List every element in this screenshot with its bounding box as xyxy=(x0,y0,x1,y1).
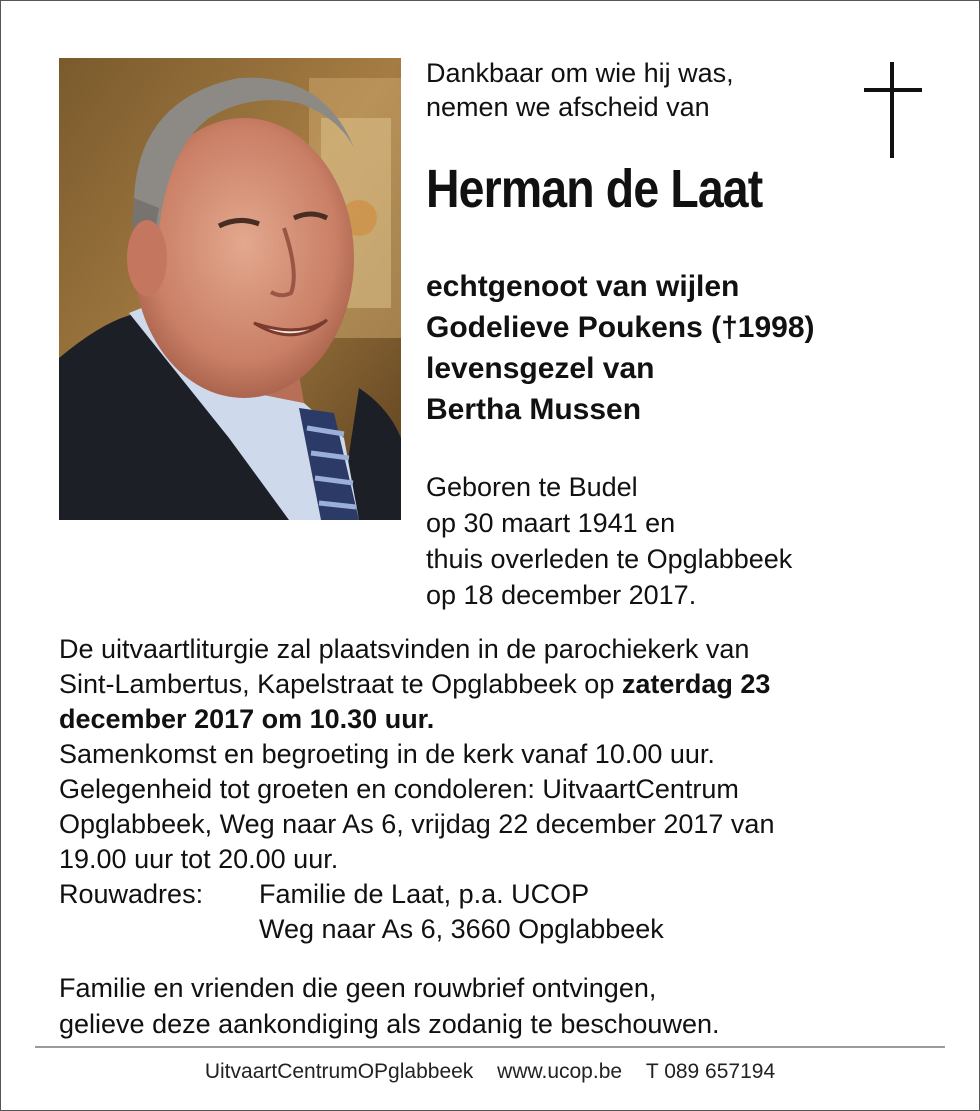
service-line: Gelegenheid tot groeten en condoleren: UitvaartCentrum xyxy=(59,774,739,804)
service-line xyxy=(59,702,939,737)
relation-line: echtgenoot van wijlen xyxy=(426,270,740,303)
portrait-photo xyxy=(59,58,401,520)
intro-line: Dankbaar om wie hij was, xyxy=(426,58,734,88)
birth-line: op 18 december 2017. xyxy=(426,580,697,610)
service-line xyxy=(59,667,939,702)
address-line: Familie de Laat, p.a. UCOP xyxy=(259,879,590,909)
footer-company: UitvaartCentrumOPglabbeek xyxy=(204,1060,474,1083)
footer-website: www.ucop.be xyxy=(497,1060,623,1083)
deceased-name: Herman de Laat xyxy=(426,159,763,219)
footer-phone: T 089 657194 xyxy=(645,1060,776,1083)
relation-line: Godelieve Poukens (†1998) xyxy=(426,311,815,344)
address-label: Rouwadres: xyxy=(59,879,204,909)
birth-line: op 30 maart 1941 en xyxy=(426,508,676,538)
service-line: De uitvaartliturgie zal plaatsvinden in de parochiekerk van xyxy=(59,634,750,664)
closing-line: gelieve deze aankondiging als zodanig te beschouwen. xyxy=(59,1009,720,1039)
service-line-regular: Sint-Lambertus, Kapelstraat te Opglabbeek op xyxy=(59,669,622,699)
service-line: Samenkomst en begroeting in de kerk vanaf 10.00 uur. xyxy=(59,739,715,769)
service-line: 19.00 uur tot 20.00 uur. xyxy=(59,844,339,874)
mourning-address xyxy=(59,877,939,947)
relation-line: Bertha Mussen xyxy=(426,393,642,426)
birth-line: thuis overleden te Opglabbeek xyxy=(426,544,793,574)
birth-death-text xyxy=(426,469,792,613)
relation-line: levensgezel van xyxy=(426,352,655,385)
address-line: Weg naar As 6, 3660 Opglabbeek xyxy=(259,914,664,944)
intro-text xyxy=(426,56,734,124)
closing-line: Familie en vrienden die geen rouwbrief ontvingen, xyxy=(59,973,657,1003)
relations-text xyxy=(426,266,815,430)
service-date-bold: zaterdag 23 xyxy=(621,669,771,699)
footer-divider xyxy=(35,1046,945,1048)
service-line: Opglabbeek, Weg naar As 6, vrijdag 22 december 2017 van xyxy=(59,809,775,839)
intro-line: nemen we afscheid van xyxy=(426,92,710,122)
service-date-bold: december 2017 om 10.30 uur. xyxy=(59,704,435,734)
footer xyxy=(0,1058,980,1086)
service-details xyxy=(59,632,939,947)
closing-text xyxy=(59,970,720,1042)
birth-line: Geboren te Budel xyxy=(426,472,638,502)
cross-icon xyxy=(864,62,922,158)
